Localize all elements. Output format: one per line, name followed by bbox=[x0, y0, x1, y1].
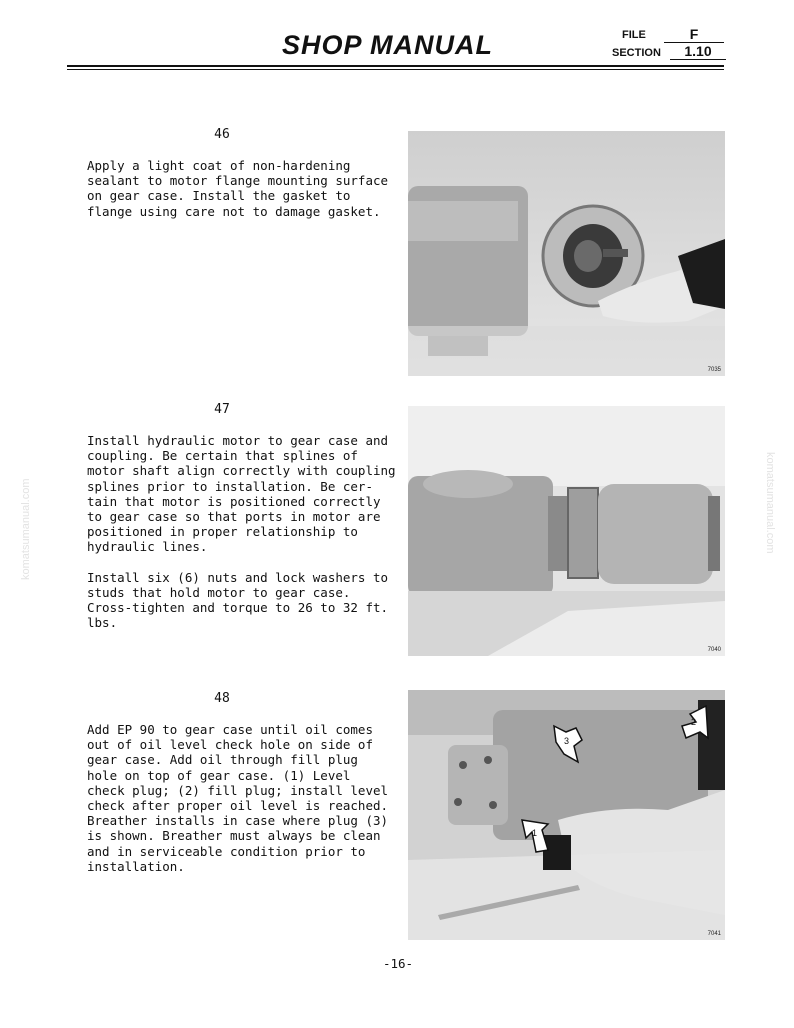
photo-47-illustration bbox=[408, 406, 725, 656]
photo-46-illustration bbox=[408, 131, 725, 376]
photo-hydraulic-motor-installed bbox=[408, 406, 725, 656]
photo-number-46: 7035 bbox=[707, 367, 721, 373]
header-rule bbox=[67, 65, 724, 67]
step-number-47: 47 bbox=[214, 402, 230, 417]
callout-label-2: 2 bbox=[691, 717, 697, 727]
section-row bbox=[612, 43, 727, 60]
photo-motor-flange-gasket bbox=[408, 131, 725, 376]
page-title: SHOP MANUAL bbox=[282, 30, 493, 60]
file-row bbox=[612, 26, 727, 43]
watermark-right: komatsumanual.com bbox=[764, 452, 776, 554]
watermark-left: komatsumanual.com bbox=[20, 478, 32, 580]
header-rule-thin bbox=[67, 69, 724, 70]
photo-gear-case-oil-plugs bbox=[408, 690, 725, 940]
step-number-46: 46 bbox=[214, 127, 230, 142]
section-value: 1.10 bbox=[670, 43, 726, 60]
file-value: F bbox=[664, 26, 724, 43]
step-text-46: Apply a light coat of non-hardening sealant to motor flange mounting surface on gear case. Install the gasket to flange using care not to damage gasket. bbox=[87, 158, 389, 219]
photo-number-47: 7040 bbox=[707, 647, 721, 653]
file-section-block bbox=[612, 26, 727, 60]
section-label: SECTION bbox=[612, 47, 661, 59]
page-number: -16- bbox=[382, 956, 414, 971]
callout-label-1: 1 bbox=[532, 828, 538, 838]
callout-label-3: 3 bbox=[564, 736, 570, 746]
step-number-48: 48 bbox=[214, 691, 230, 706]
callout-2 bbox=[680, 704, 710, 740]
callout-3 bbox=[552, 724, 584, 764]
step-text-47: Install hydraulic motor to gear case and coupling. Be certain that splines of motor shaft align correctly with coupling splines prior to installation. Be cer- tain that motor is positioned correctly to gear case so that ports in motor are positioned in proper relationship to hydraulic lines. Install six (6) nuts and lock washers to studs that hold motor to gear case. Cross-tighten and torque to 26 to 32 ft. lbs. bbox=[87, 433, 396, 631]
step-text-48: Add EP 90 to gear case until oil comes out of oil level check hole on side of gear case. Add oil through fill plug hole on top of gear case. (1) Level check plug; (2) fill plug; install level check after proper oil level is reached. Breather installs in case where plug (3) is shown. Breather must always be clean and in serviceable condition prior to installation. bbox=[87, 722, 389, 874]
callout-1 bbox=[520, 818, 550, 854]
file-label: FILE bbox=[622, 29, 646, 41]
photo-number-48: 7041 bbox=[707, 931, 721, 937]
